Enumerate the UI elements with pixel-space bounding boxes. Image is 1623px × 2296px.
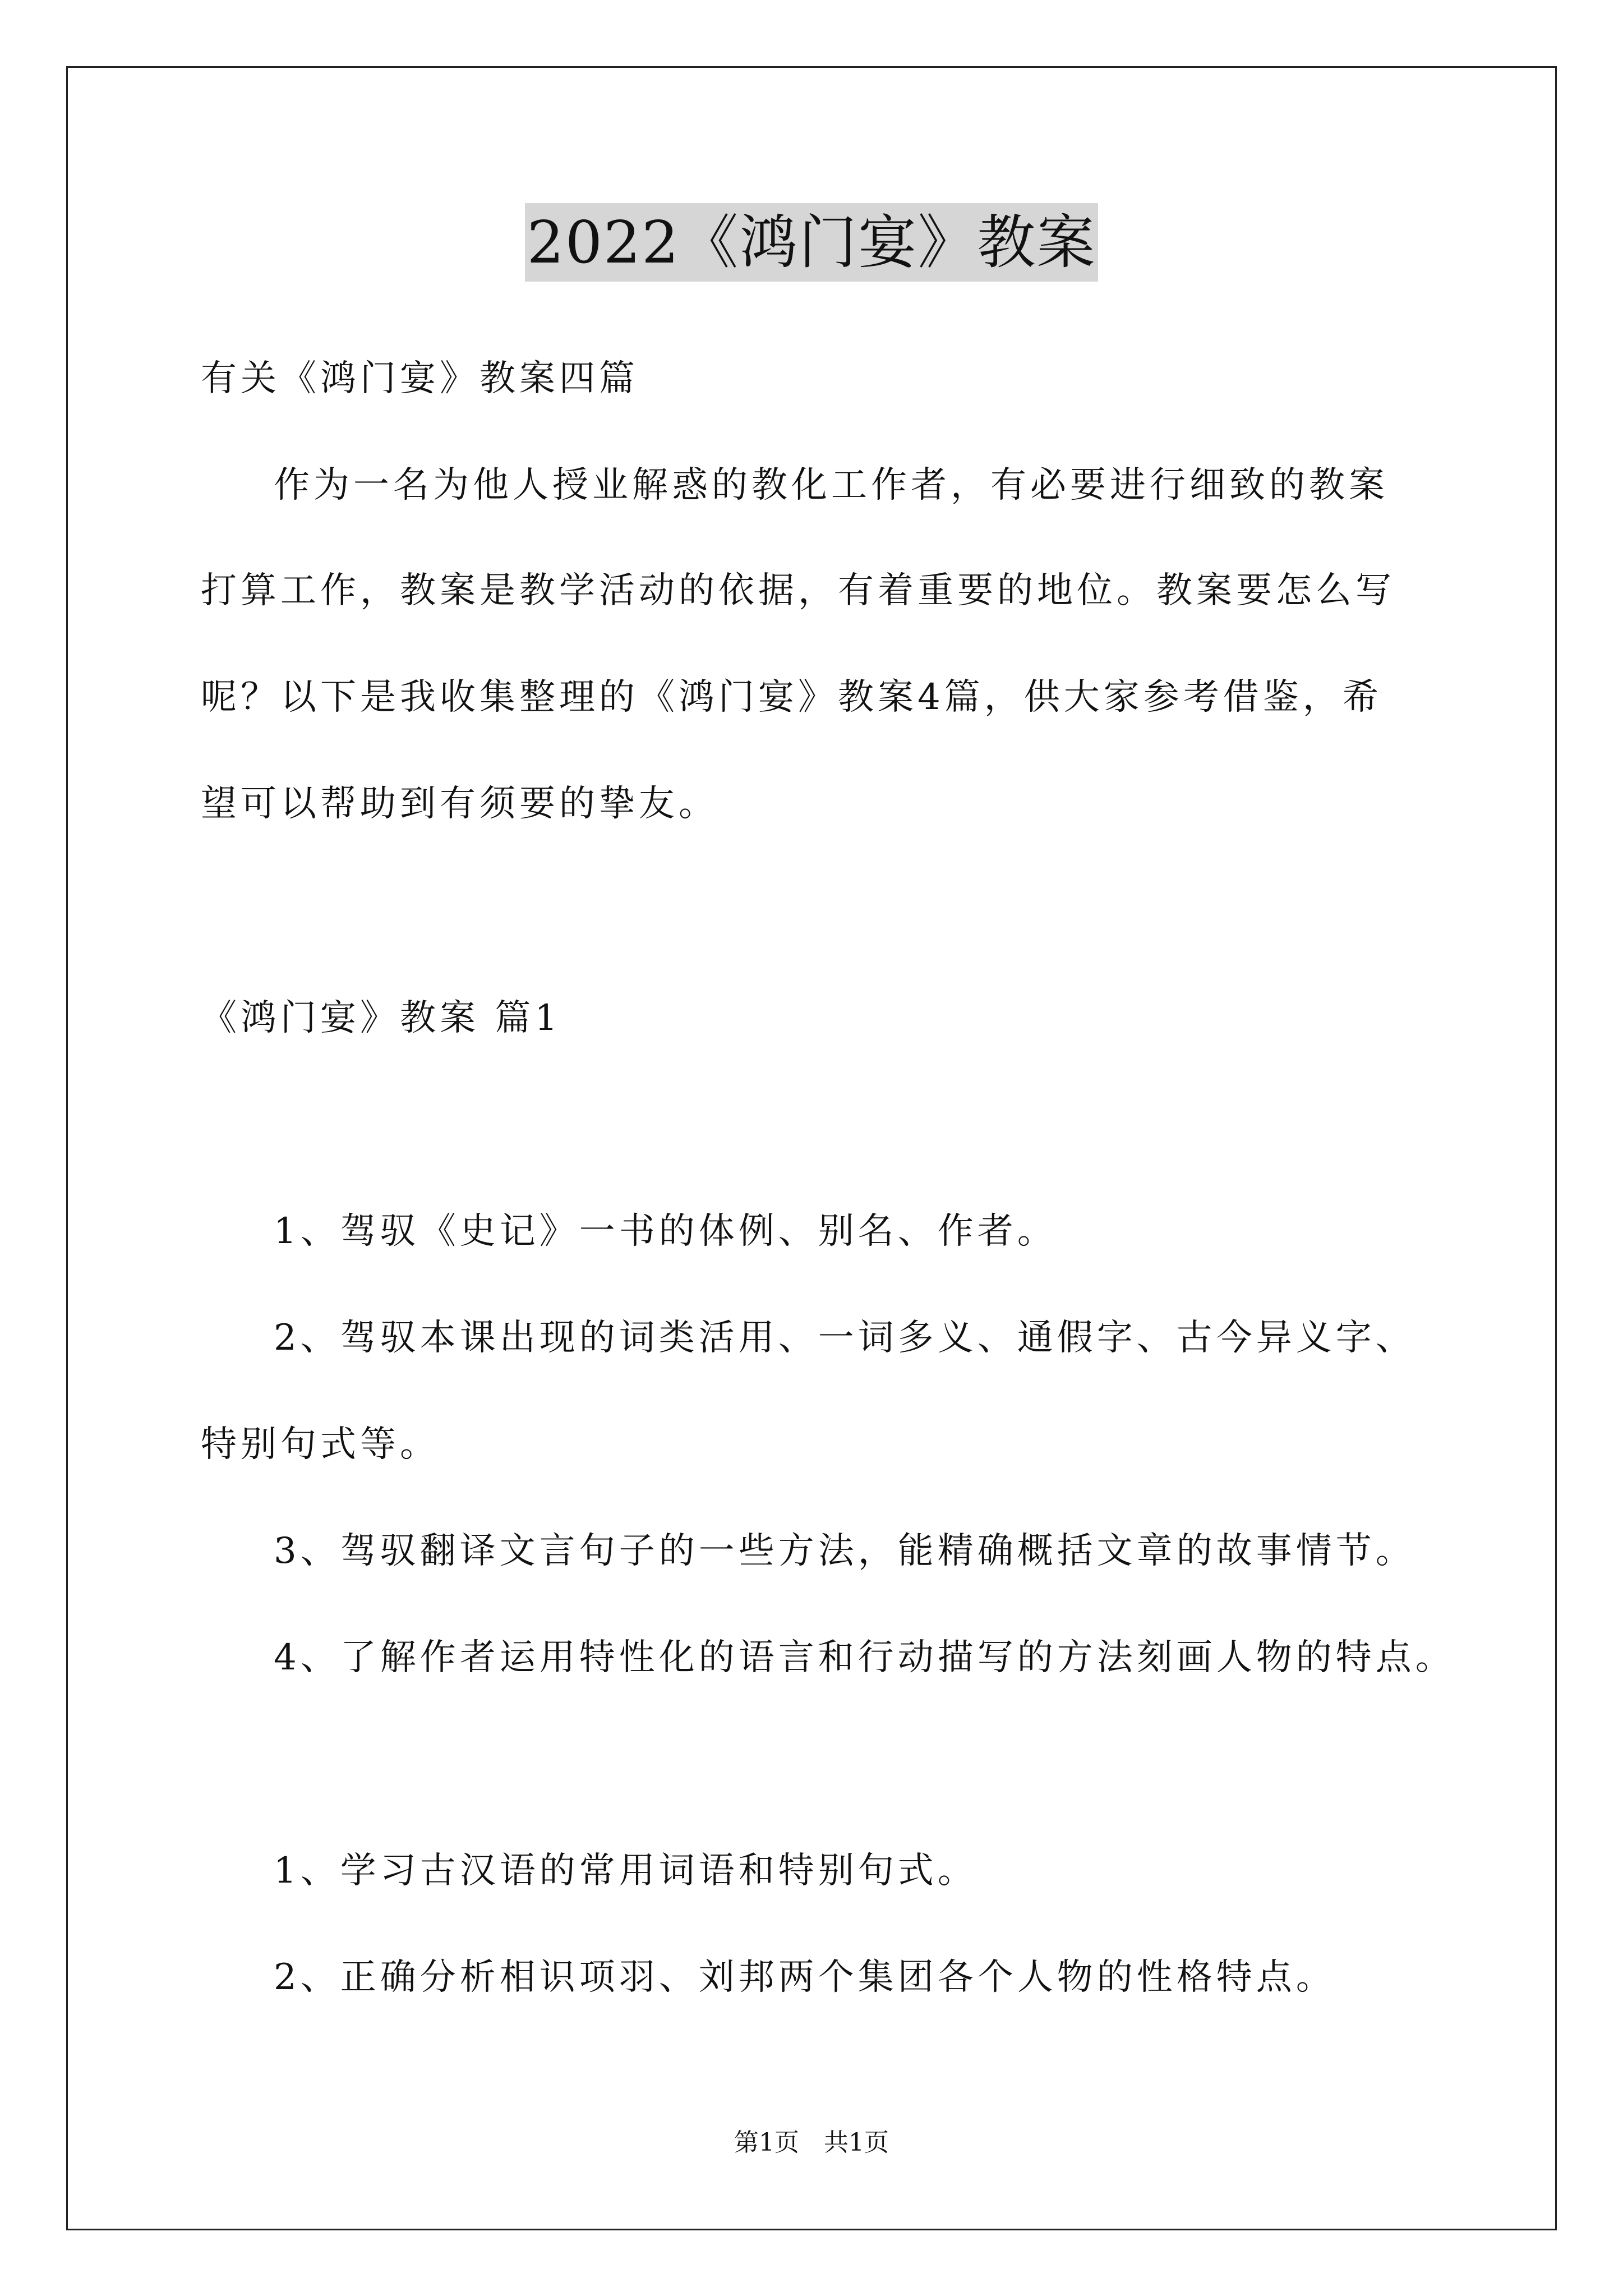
objective-line-3: 特别句式等。	[201, 1424, 440, 1465]
objective-line-1: 1、驾驭《史记》一书的体例、别名、作者。	[274, 1211, 1057, 1252]
focus-line-1: 1、学习古汉语的常用词语和特别句式。	[274, 1850, 978, 1892]
document-subtitle: 有关《鸿门宴》教案四篇	[201, 358, 639, 399]
objective-line-2: 2、驾驭本课出现的词类活用、一词多义、通假字、古今异义字、	[274, 1317, 1415, 1359]
intro-line-1: 作为一名为他人授业解惑的教化工作者，有必要进行细致的教案	[274, 464, 1389, 506]
objective-line-4: 3、驾驭翻译文言句子的一些方法，能精确概括文章的故事情节。	[274, 1530, 1415, 1572]
intro-line-4: 望可以帮助到有须要的挚友。	[201, 783, 718, 825]
page-footer: 第1页 共1页	[734, 2128, 889, 2157]
section-heading: 《鸿门宴》教案 篇1	[201, 997, 562, 1039]
intro-line-3: 呢？以下是我收集整理的《鸿门宴》教案4篇，供大家参考借鉴，希	[201, 677, 1382, 718]
document-title: 2022《鸿门宴》教案	[525, 203, 1099, 282]
focus-line-2: 2、正确分析相识项羽、刘邦两个集团各个人物的性格特点。	[274, 1957, 1336, 1998]
title-container	[0, 203, 1623, 282]
intro-line-2: 打算工作，教案是教学活动的依据，有着重要的地位。教案要怎么写	[201, 570, 1395, 611]
objective-line-5: 4、了解作者运用特性化的语言和行动描写的方法刻画人物的特点。	[274, 1637, 1455, 1678]
